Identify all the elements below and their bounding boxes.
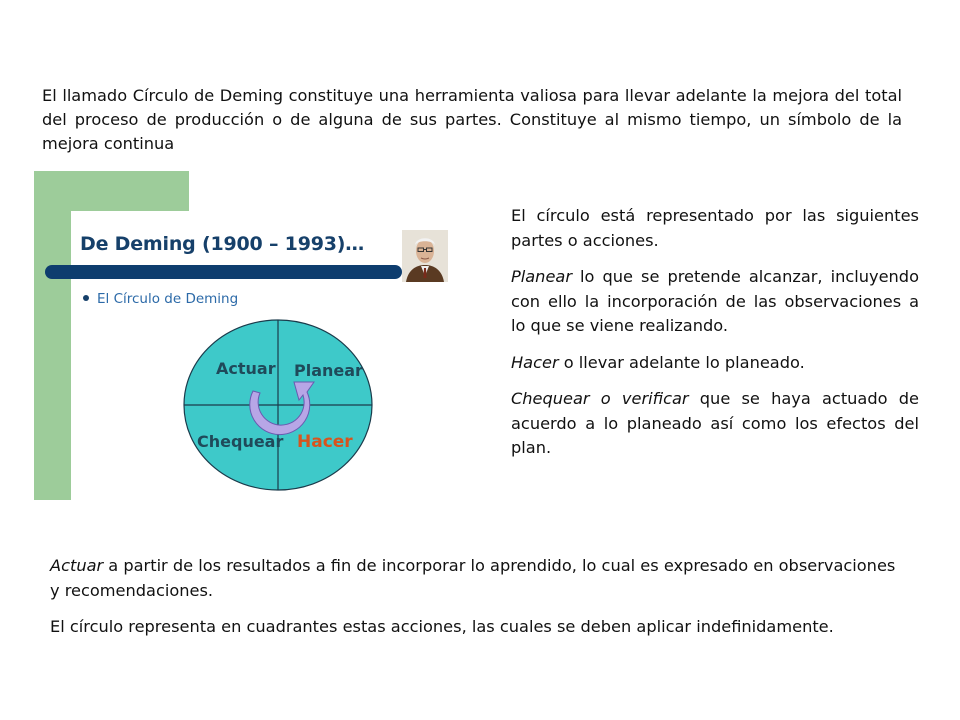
title-underline-bar: [45, 265, 402, 279]
term-planear: Planear: [511, 267, 572, 286]
right-column: [511, 204, 919, 473]
pdca-cycle-diagram: [182, 318, 374, 492]
desc-planear: lo que se pretende alcanzar, incluyendo con ello la incorporación de las observaciones a lo que se viene realizando.: [511, 267, 919, 335]
cycle-label-chequear: Chequear: [197, 432, 284, 451]
bottom-section: [50, 554, 910, 652]
term-chequear: Chequear o verificar: [511, 389, 689, 408]
desc-chequear: que se haya actuado de acuerdo a lo planeado así como los efectos del plan.: [511, 389, 919, 457]
cycle-label-planear: Planear: [294, 361, 363, 380]
intro-paragraph: El llamado Círculo de Deming constituye una herramienta valiosa para llevar adelante la mejora del total del proceso de producción o de alguna de sus partes. Constituye al mismo tiempo, un símbolo de la mejora continua: [42, 86, 902, 153]
cycle-label-hacer: Hacer: [297, 432, 353, 452]
desc-actuar: a partir de los resultados a fin de incorporar lo aprendido, lo cual es expresado en observaciones y recomendaciones.: [50, 556, 896, 600]
slide-bullet: [83, 291, 238, 307]
deming-portrait-icon: [402, 230, 448, 282]
desc-hacer: o llevar adelante lo planeado.: [558, 352, 805, 372]
bullet-dot-icon: [83, 295, 89, 301]
term-hacer: Hacer: [511, 352, 559, 372]
term-actuar: Actuar: [50, 556, 104, 575]
right-paragraph-planear: [511, 265, 919, 339]
right-paragraph-intro: El círculo está representado por las siguientes partes o acciones.: [511, 206, 919, 250]
bottom-paragraph-actuar: [50, 554, 910, 603]
right-paragraph-chequear: [511, 387, 919, 461]
slide-title: De Deming (1900 – 1993)…: [80, 233, 365, 255]
right-paragraph-hacer: [511, 351, 919, 376]
green-bar-vertical: [34, 171, 71, 500]
slide-bullet-text: El Círculo de Deming: [97, 291, 239, 307]
cycle-label-actuar: Actuar: [216, 359, 276, 378]
green-bar-horizontal: [34, 171, 189, 211]
bottom-paragraph-summary: El círculo representa en cuadrantes estas acciones, las cuales se deben aplicar indefinidamente.: [50, 617, 834, 636]
